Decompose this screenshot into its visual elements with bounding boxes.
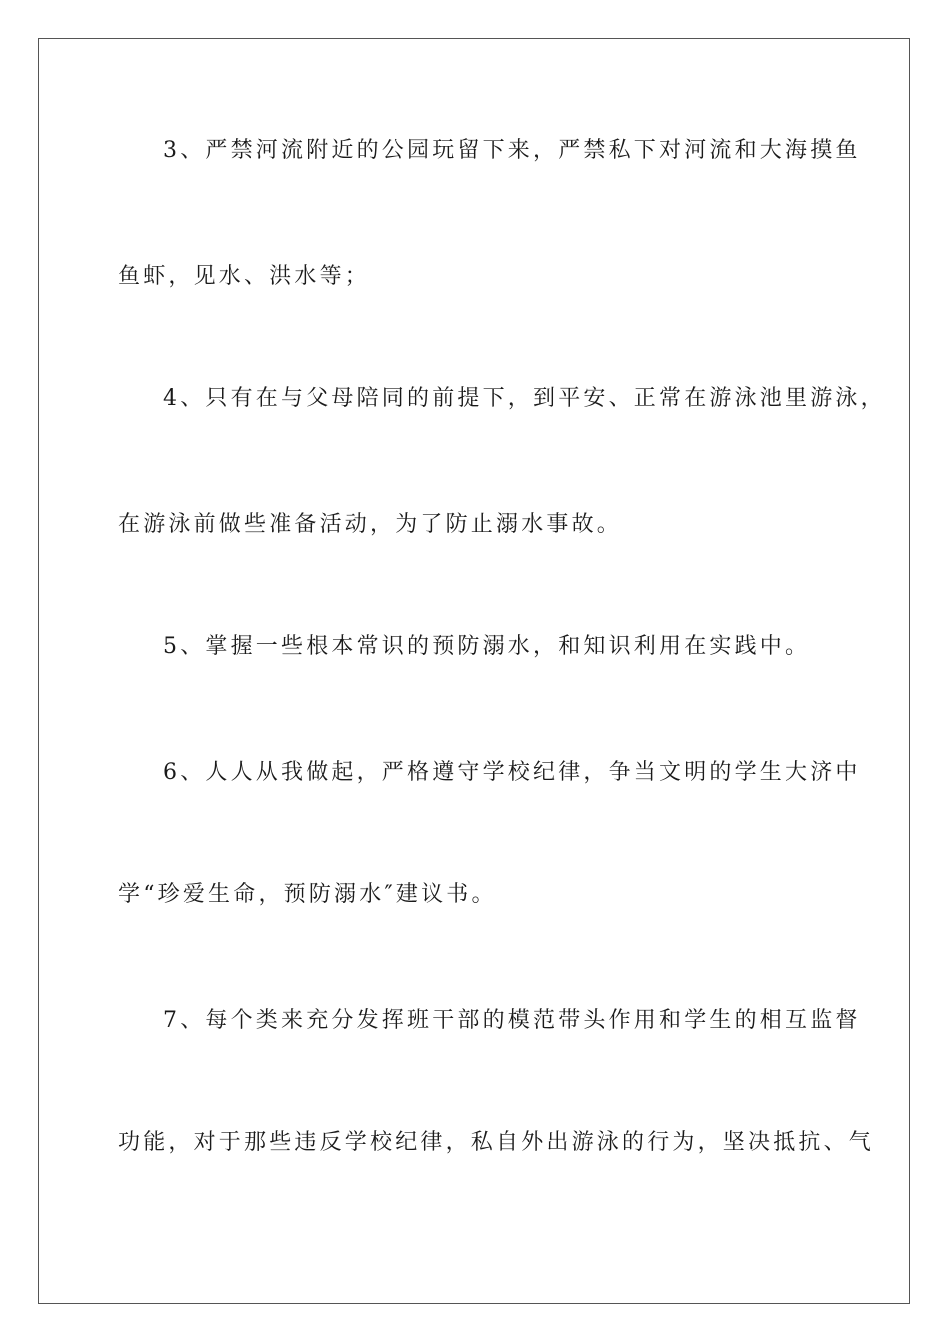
paragraph-3-line-2: 鱼虾，见水、洪水等； bbox=[118, 264, 371, 289]
paragraph-5-line-1: 5、掌握一些根本常识的预防溺水，和知识利用在实践中。 bbox=[163, 634, 811, 659]
paragraph-6-line-1: 6、人人从我做起，严格遵守学校纪律，争当文明的学生大济中 bbox=[163, 760, 861, 785]
paragraph-7-line-1: 7、每个类来充分发挥班干部的模范带头作用和学生的相互监督 bbox=[163, 1008, 861, 1033]
paragraph-4-line-2: 在游泳前做些准备活动，为了防止溺水事故。 bbox=[118, 512, 623, 537]
paragraph-6-line-2: 学“珍爱生命，预防溺水″建议书。 bbox=[118, 882, 497, 907]
paragraph-3-line-1: 3、严禁河流附近的公园玩留下来，严禁私下对河流和大海摸鱼 bbox=[163, 138, 861, 163]
paragraph-4-line-1: 4、只有在与父母陪同的前提下，到平安、正常在游泳池里游泳， bbox=[163, 386, 886, 411]
paragraph-7-line-2: 功能，对于那些违反学校纪律，私自外出游泳的行为，坚决抵抗、气 bbox=[118, 1130, 875, 1155]
page-frame bbox=[38, 38, 910, 1304]
